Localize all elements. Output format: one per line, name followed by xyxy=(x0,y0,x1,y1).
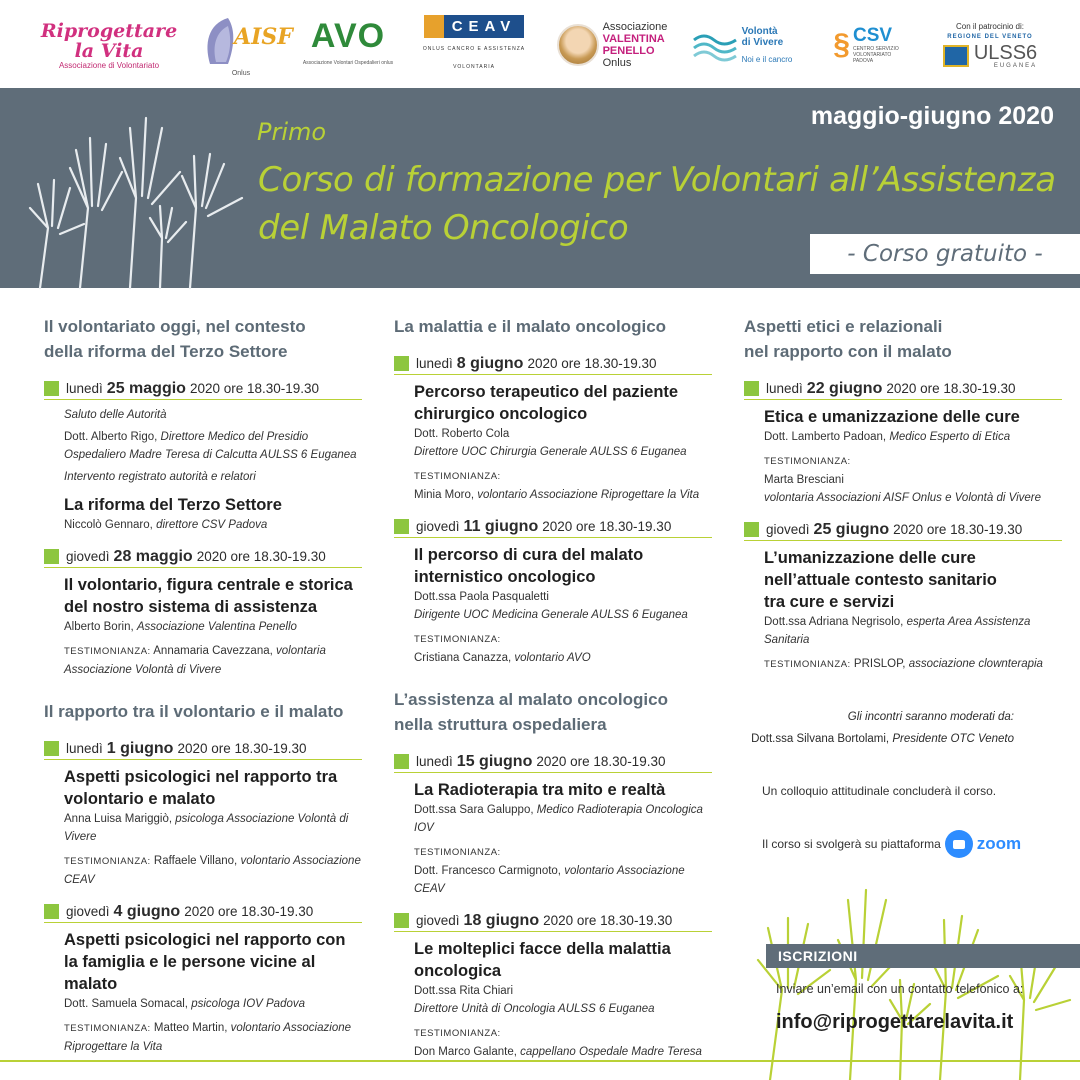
testimonial-label: TESTIMONIANZA: xyxy=(764,659,851,670)
logo-aisf xyxy=(200,10,293,80)
session-weekday: giovedì xyxy=(416,913,460,928)
session-weekday: lunedì xyxy=(416,754,453,769)
section-title-line1: L’assistenza al malato oncologico xyxy=(394,690,668,709)
session-title: La Radioterapia tra mito e realtà xyxy=(414,781,666,799)
program-column-3 xyxy=(744,314,1062,686)
session-item xyxy=(394,779,712,898)
logo-csv-sub1: CENTRO SERVIZIO xyxy=(852,46,899,52)
session-weekday: giovedì xyxy=(66,549,110,564)
session-title: Aspetti psicologici nel rapporto con la famiglia e le persone vicine al malato xyxy=(64,931,346,993)
testimonial-label: TESTIMONIANZA: xyxy=(414,471,501,482)
section-title-line2: della riforma del Terzo Settore xyxy=(44,342,288,361)
speaker-role: direttore CSV Padova xyxy=(156,519,268,531)
speaker-role: psicologa Associazione Volontà di Vivere xyxy=(64,813,349,843)
testimonial-label: TESTIMONIANZA: xyxy=(64,1023,151,1034)
zoom-camera-icon xyxy=(945,830,973,858)
session-daymonth: 8 giugno xyxy=(456,354,524,372)
session-title: Percorso terapeutico del paziente chirurgico oncologico xyxy=(414,383,679,423)
session-date xyxy=(394,751,712,773)
logo-aisf-sub: Onlus xyxy=(231,69,251,77)
bullet-square-icon xyxy=(744,381,759,396)
section-title-line1: Aspetti etici e relazionali xyxy=(744,317,943,336)
testimonial-role: volontaria Associazioni AISF Onlus e Volontà di Vivere xyxy=(764,492,1041,504)
session-note: Saluto delle Autorità xyxy=(64,409,167,421)
session-daymonth: 25 maggio xyxy=(106,379,186,397)
session-date xyxy=(44,378,362,400)
speaker-name: Niccolò Gennaro, xyxy=(64,519,153,531)
logo-volonta-l1: Volontà xyxy=(741,25,778,37)
session-item xyxy=(394,544,712,667)
speaker-name: Dott. Alberto Rigo, xyxy=(64,431,158,443)
section-title xyxy=(744,314,1062,364)
session-time: 2020 ore 18.30-19.30 xyxy=(542,519,672,534)
session-item xyxy=(744,406,1062,507)
logo-riprogettare-line3: Associazione di Volontariato xyxy=(58,60,160,70)
platform-text: Il corso si svolgerà su piattaforma xyxy=(762,837,941,851)
session-item xyxy=(744,547,1062,674)
testimonial-name: PRISLOP, xyxy=(853,658,906,670)
zoom-wordmark: zoom xyxy=(976,834,1022,853)
testimonial-name: Dott. Francesco Carmignoto, xyxy=(414,865,562,877)
banner-primo: Primo xyxy=(257,118,327,146)
session-time: 2020 ore 18.30-19.30 xyxy=(189,381,320,396)
testimonial-label: TESTIMONIANZA: xyxy=(414,634,501,645)
speaker-role: Medico Radioterapia Oncologica IOV xyxy=(414,804,703,834)
session-time: 2020 ore 18.30-19.30 xyxy=(527,356,657,371)
session-date xyxy=(394,516,712,538)
bullet-square-icon xyxy=(744,522,759,537)
session-title: Il volontario, figura centrale e storica del nostro sistema di assistenza xyxy=(64,576,353,616)
testimonial-name: Don Marco Galante, xyxy=(414,1046,517,1058)
session-weekday: giovedì xyxy=(66,904,110,919)
speaker-role: Direttore Unità di Oncologia AULSS 6 Euganea xyxy=(414,1003,655,1015)
testimonial-role: volontaria Associazione Volontà di Vivere xyxy=(64,645,326,676)
bullet-square-icon xyxy=(44,381,59,396)
section-title: La malattia e il malato oncologico xyxy=(394,317,667,336)
session-time: 2020 ore 18.30-19.30 xyxy=(543,913,673,928)
free-course-badge: - Corso gratuito - xyxy=(810,234,1080,274)
session-daymonth: 1 giugno xyxy=(106,739,174,757)
logo-ceav-name: CEAV xyxy=(424,15,525,38)
logo-penello-l2: VALENTINA xyxy=(602,33,665,45)
speaker-role: Associazione Valentina Penello xyxy=(136,621,297,633)
testimonial-name: Matteo Martin, xyxy=(153,1022,228,1034)
session-item xyxy=(44,574,362,679)
session-date xyxy=(394,910,712,932)
session-time: 2020 ore 18.30-19.30 xyxy=(536,754,666,769)
bullet-square-icon xyxy=(44,549,59,564)
section-title-line1: Il volontariato oggi, nel contesto xyxy=(44,317,306,336)
bullet-square-icon xyxy=(394,754,409,769)
logo-volonta xyxy=(688,10,796,80)
session-daymonth: 28 maggio xyxy=(113,547,193,565)
logo-csv xyxy=(816,10,916,80)
csv-mark-icon: § xyxy=(833,28,850,61)
speaker-role: esperta Area Assistenza Sanitaria xyxy=(764,616,1031,646)
raised-hands-illustration xyxy=(10,88,260,288)
speaker-name: Dott. Roberto Cola xyxy=(414,428,510,440)
testimonial-label: TESTIMONIANZA: xyxy=(64,646,151,657)
session-daymonth: 15 giugno xyxy=(456,752,533,770)
session-title: Aspetti psicologici nel rapporto tra volontario e malato xyxy=(64,768,338,808)
speaker-name: Dott.ssa Adriana Negrisolo, xyxy=(764,616,904,628)
zoom-logo xyxy=(945,830,1021,858)
registration-email-link[interactable]: info@riprogettarelavita.it xyxy=(776,1011,1014,1033)
header-banner xyxy=(0,88,1080,288)
session-title-line3: tra cure e servizi xyxy=(764,593,895,611)
speaker-name: Dott.ssa Paola Pasqualetti xyxy=(414,591,549,603)
testimonial-label: TESTIMONIANZA: xyxy=(64,856,151,867)
testimonial-role: volontario Associazione Riprogettare la Vita xyxy=(64,1022,351,1053)
testimonial-label: TESTIMONIANZA: xyxy=(764,456,851,467)
session-item xyxy=(394,381,712,504)
session-date xyxy=(44,546,362,568)
bullet-square-icon xyxy=(44,904,59,919)
session-weekday: lunedì xyxy=(66,381,103,396)
testimonial-name: Annamaria Cavezzana, xyxy=(153,645,273,657)
testimonial-role: cappellano Ospedale Madre Teresa xyxy=(520,1046,702,1058)
session-title: Le molteplici facce della malattia oncologica xyxy=(414,940,671,980)
session-time: 2020 ore 18.30-19.30 xyxy=(886,381,1016,396)
session-date xyxy=(44,738,362,760)
course-period: maggio-giugno 2020 xyxy=(810,102,1054,130)
session-daymonth: 22 giugno xyxy=(806,379,883,397)
testimonial-role: associazione clownterapia xyxy=(908,658,1043,670)
session-date xyxy=(394,353,712,375)
partner-logos xyxy=(0,0,1080,88)
footer-divider xyxy=(0,1060,1080,1062)
butterfly-logo-icon xyxy=(202,14,293,70)
registration-text: Inviare un’email con un contatto telefonico a: xyxy=(776,982,1024,996)
testimonial-name: Cristiana Canazza, xyxy=(414,652,512,664)
testimonial-label: TESTIMONIANZA: xyxy=(414,1028,501,1039)
session-title: La riforma del Terzo Settore xyxy=(64,496,282,514)
speaker-role: Dirigente UOC Medicina Generale AULSS 6 Euganea xyxy=(414,609,688,621)
portrait-image xyxy=(557,24,599,66)
logo-penello-l4: Onlus xyxy=(602,57,632,69)
speaker-name: Dott. Samuela Somacal, xyxy=(64,998,189,1010)
section-title-line2: nella struttura ospedaliera xyxy=(394,715,607,734)
session-weekday: giovedì xyxy=(766,522,810,537)
session-weekday: lunedì xyxy=(766,381,803,396)
bullet-square-icon xyxy=(394,519,409,534)
speaker-role: Medico Esperto di Etica xyxy=(889,431,1011,443)
logo-ceav xyxy=(412,10,536,80)
logo-csv-sub3: PADOVA xyxy=(852,58,874,64)
logo-riprogettare xyxy=(40,10,178,80)
logo-riprogettare-line2: la Vita xyxy=(74,39,144,62)
speaker-role: Direttore UOC Chirurgia Generale AULSS 6 Euganea xyxy=(414,446,687,458)
logo-penello xyxy=(554,10,670,80)
session-date xyxy=(744,378,1062,400)
moderator-name: Dott.ssa Silvana Bortolami, xyxy=(751,733,890,745)
testimonial-name: Marta Bresciani xyxy=(764,474,844,486)
session-title: Il percorso di cura del malato internistico oncologico xyxy=(414,546,644,586)
testimonial-label: TESTIMONIANZA: xyxy=(414,847,501,858)
section-title: Il rapporto tra il volontario e il malato xyxy=(44,702,344,721)
speaker-role: Direttore Medico del Presidio Ospedaliero Madre Teresa di Calcutta AULSS 6 Euganea xyxy=(64,431,357,461)
session-weekday: giovedì xyxy=(416,519,460,534)
colloquio-note: Un colloquio attitudinale concluderà il corso. xyxy=(762,784,997,798)
session-title-line1: L’umanizzazione delle cure xyxy=(764,549,976,567)
speaker-name: Dott.ssa Sara Galuppo, xyxy=(414,804,534,816)
logo-ulss-name: ULSS6 xyxy=(973,41,1038,64)
bullet-square-icon xyxy=(44,741,59,756)
session-note: Intervento registrato autorità e relatori xyxy=(64,471,256,483)
logo-csv-name: CSV xyxy=(852,25,893,46)
logo-ulss xyxy=(940,10,1040,80)
speaker-name: Dott.ssa Rita Chiari xyxy=(414,985,514,997)
patrocinio-label: Con il patrocinio di: xyxy=(955,21,1025,31)
session-time: 2020 ore 18.30-19.30 xyxy=(893,522,1023,537)
session-title-line2: nell’attuale contesto sanitario xyxy=(764,571,997,589)
session-item xyxy=(44,406,362,534)
course-title-line1: Corso di formazione per Volontari all’Assistenza xyxy=(258,160,1056,200)
logo-riprogettare-line1: Riprogettare xyxy=(40,19,178,42)
moderation-label: Gli incontri saranno moderati da: xyxy=(847,711,1014,723)
session-item xyxy=(44,929,362,1056)
testimonial-role: volontario AVO xyxy=(514,652,591,664)
logo-volonta-l3: Noi e il cancro xyxy=(741,54,793,64)
session-title: Etica e umanizzazione delle cure xyxy=(764,408,1020,426)
shield-icon xyxy=(943,45,969,67)
section-title-line2: nel rapporto con il malato xyxy=(744,342,952,361)
registration-header: ISCRIZIONI xyxy=(766,944,1080,968)
session-daymonth: 25 giugno xyxy=(813,520,890,538)
logo-avo-name: AVO xyxy=(310,17,386,55)
logo-penello-l3: PENELLO xyxy=(602,45,655,57)
session-time: 2020 ore 18.30-19.30 xyxy=(196,549,326,564)
regione-label: REGIONE DEL VENETO xyxy=(947,33,1033,40)
program-column-1 xyxy=(44,314,362,1068)
session-item xyxy=(394,938,712,1061)
testimonial-name: Raffaele Villano, xyxy=(153,855,238,867)
session-weekday: lunedì xyxy=(66,741,103,756)
speaker-role: psicologa IOV Padova xyxy=(191,998,306,1010)
moderator-role: Presidente OTC Veneto xyxy=(892,733,1014,745)
logo-ceav-sub: ONLUS xyxy=(422,45,446,52)
logo-avo xyxy=(302,10,394,80)
session-item xyxy=(44,766,362,889)
course-title-line2: del Malato Oncologico xyxy=(258,208,629,248)
logo-avo-sub: Associazione Volontari Ospedalieri onlus xyxy=(302,60,394,66)
platform-line xyxy=(762,830,1021,858)
logo-volonta-l2: di Vivere xyxy=(741,36,784,48)
waves-logo-icon xyxy=(692,28,738,62)
logo-ulss-sub: EUGANEA xyxy=(993,62,1038,69)
bullet-square-icon xyxy=(394,913,409,928)
session-daymonth: 18 giugno xyxy=(463,911,540,929)
session-time: 2020 ore 18.30-19.30 xyxy=(177,741,307,756)
session-time: 2020 ore 18.30-19.30 xyxy=(184,904,314,919)
logo-ceav-tag: CANCRO E ASSISTENZA VOLONTARIA xyxy=(447,45,526,70)
svg-text:AISF: AISF xyxy=(234,23,293,50)
section-title xyxy=(44,314,362,364)
logo-penello-l1: Associazione xyxy=(602,21,668,33)
speaker-name: Alberto Borin, xyxy=(64,621,134,633)
testimonial-role: volontario Associazione Riprogettare la Vita xyxy=(477,489,700,501)
bullet-square-icon xyxy=(394,356,409,371)
testimonial-role: volontario Associazione CEAV xyxy=(64,855,361,886)
section-title xyxy=(394,687,712,737)
moderation-block xyxy=(744,706,1062,750)
testimonial-name: Minia Moro, xyxy=(414,489,475,501)
session-daymonth: 11 giugno xyxy=(463,517,539,535)
testimonial-role: volontario Associazione CEAV xyxy=(414,865,685,895)
session-date xyxy=(744,519,1062,541)
session-date xyxy=(44,901,362,923)
session-weekday: lunedì xyxy=(416,356,453,371)
session-daymonth: 4 giugno xyxy=(113,902,181,920)
program-column-2 xyxy=(394,314,712,1073)
speaker-name: Anna Luisa Mariggiò, xyxy=(64,813,173,825)
logo-csv-sub2: VOLONTARIATO xyxy=(852,52,892,58)
speaker-name: Dott. Lamberto Padoan, xyxy=(764,431,887,443)
